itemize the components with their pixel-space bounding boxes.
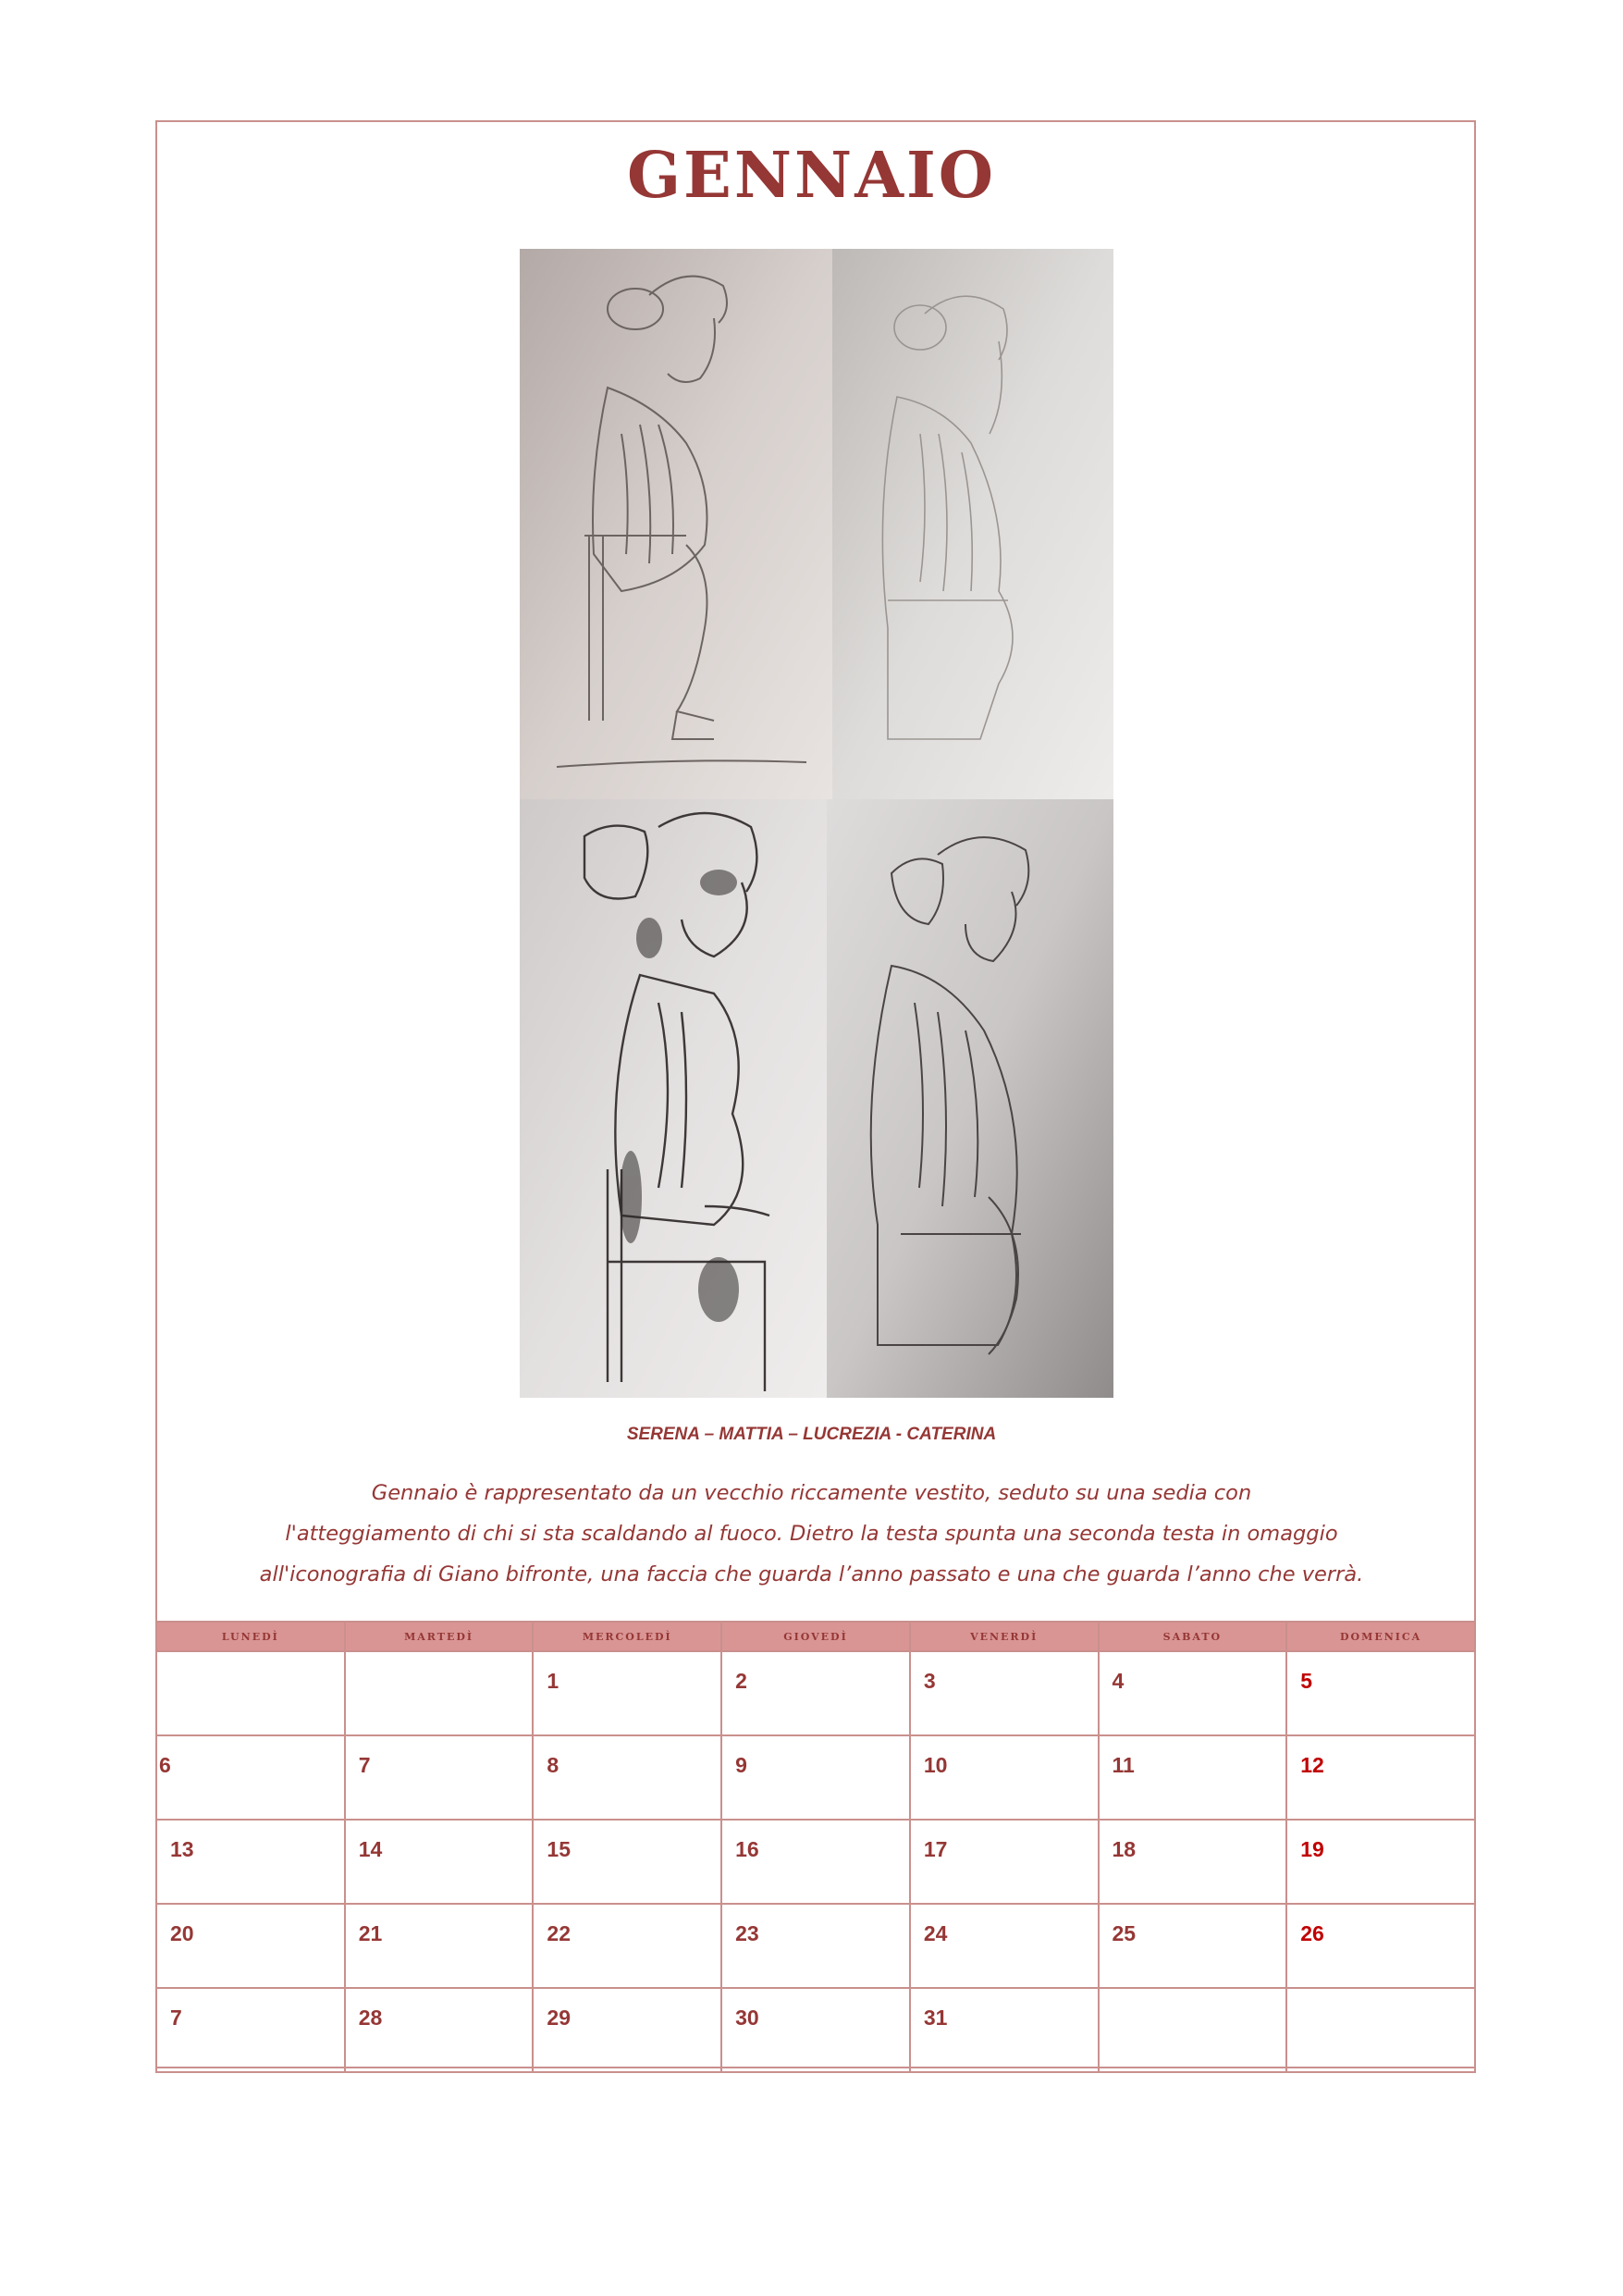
day-cell [910, 1820, 1099, 1904]
day-cell [345, 1820, 534, 1904]
day-cell [156, 1820, 345, 1904]
weekday-header: GIOVEDÌ [721, 1622, 910, 1651]
day-cell [1099, 1735, 1287, 1820]
day-number: 16 [735, 1837, 759, 1861]
day-number: 23 [735, 1921, 759, 1945]
drawing-photo-4 [827, 799, 1113, 1398]
day-number: 8 [547, 1753, 559, 1777]
day-cell [345, 1651, 534, 1735]
day-number: 13 [170, 1837, 194, 1861]
weekday-header-row [156, 1622, 1475, 1651]
weekday-header: VENERDÌ [910, 1622, 1099, 1651]
day-cell [721, 1988, 910, 2072]
drawing-photo-3 [520, 799, 827, 1398]
day-number: 22 [547, 1921, 571, 1945]
day-number: 31 [923, 2006, 948, 2030]
day-cell-sunday [1286, 1735, 1475, 1820]
day-number: 17 [923, 1837, 948, 1861]
day-number: 6 [159, 1753, 171, 1777]
day-cell [910, 1988, 1099, 2072]
day-cell [910, 1735, 1099, 1820]
day-number: 7 [170, 2006, 182, 2030]
drawings-collage [520, 249, 1113, 1398]
day-cell [345, 1735, 534, 1820]
day-cell-sunday [1286, 1988, 1475, 2072]
month-calendar [155, 1621, 1476, 2073]
day-number: 18 [1112, 1837, 1137, 1861]
day-number: 5 [1300, 1669, 1313, 1693]
day-cell [156, 1735, 345, 1820]
day-number: 1 [547, 1669, 559, 1693]
day-number: 11 [1112, 1753, 1135, 1777]
day-cell [533, 1904, 721, 1988]
day-cell [345, 1988, 534, 2072]
weekday-header: MARTEDÌ [345, 1622, 534, 1651]
day-cell [533, 1820, 721, 1904]
day-number: 25 [1112, 1921, 1137, 1945]
month-description [222, 1473, 1401, 1595]
day-number: 20 [170, 1921, 194, 1945]
month-title: GENNAIO [626, 139, 997, 213]
day-cell [345, 1904, 534, 1988]
day-number: 2 [735, 1669, 747, 1693]
week-row [156, 1820, 1475, 1904]
description-line: all'iconografia di Giano bifronte, una faccia che guarda l’anno passato e una che guarda l’anno che verrà. [259, 1562, 1364, 1586]
weekday-header: LUNEDÌ [156, 1622, 345, 1651]
week-row [156, 1735, 1475, 1820]
day-number: 12 [1300, 1753, 1324, 1777]
day-cell [156, 1651, 345, 1735]
day-cell [1099, 1904, 1287, 1988]
day-cell [156, 1988, 345, 2072]
day-cell [910, 1651, 1099, 1735]
day-number: 26 [1300, 1921, 1324, 1945]
description-line: l'atteggiamento di chi si sta scaldando al fuoco. Dietro la testa spunta una seconda testa in omaggio [285, 1522, 1338, 1546]
weekday-header: SABATO [1099, 1622, 1287, 1651]
week-row [156, 1988, 1475, 2072]
drawing-photo-2 [832, 249, 1113, 799]
day-cell [721, 1651, 910, 1735]
day-number: 3 [923, 1669, 936, 1693]
day-number: 19 [1300, 1837, 1324, 1861]
day-cell [1099, 1820, 1287, 1904]
week-row [156, 1904, 1475, 1988]
day-cell [721, 1904, 910, 1988]
day-cell-sunday [1286, 1904, 1475, 1988]
day-cell [721, 1820, 910, 1904]
day-cell [533, 1651, 721, 1735]
day-number: 29 [547, 2006, 571, 2030]
day-number: 14 [358, 1837, 383, 1861]
authors-caption: SERENA – MATTIA – LUCREZIA - CATERINA [626, 1425, 997, 1444]
day-number: 28 [358, 2006, 383, 2030]
day-cell [1099, 1651, 1287, 1735]
day-number: 15 [547, 1837, 571, 1861]
day-cell [721, 1735, 910, 1820]
day-cell-sunday [1286, 1820, 1475, 1904]
day-cell [1099, 1988, 1287, 2072]
day-cell [910, 1904, 1099, 1988]
description-line: Gennaio è rappresentato da un vecchio riccamente vestito, seduto su una sedia con [371, 1481, 1252, 1505]
day-number: 4 [1112, 1669, 1125, 1693]
day-number: 24 [923, 1921, 948, 1945]
week-row [156, 1651, 1475, 1735]
day-number: 10 [923, 1753, 948, 1777]
day-number: 21 [358, 1921, 383, 1945]
day-cell [533, 1735, 721, 1820]
day-number: 30 [735, 2006, 759, 2030]
drawing-photo-1 [520, 249, 832, 799]
day-cell [156, 1904, 345, 1988]
day-cell [533, 1988, 721, 2072]
weekday-header: DOMENICA [1286, 1622, 1475, 1651]
day-number: 9 [735, 1753, 747, 1777]
weekday-header: MERCOLEDÌ [533, 1622, 721, 1651]
day-number: 7 [358, 1753, 371, 1777]
day-cell-sunday [1286, 1651, 1475, 1735]
